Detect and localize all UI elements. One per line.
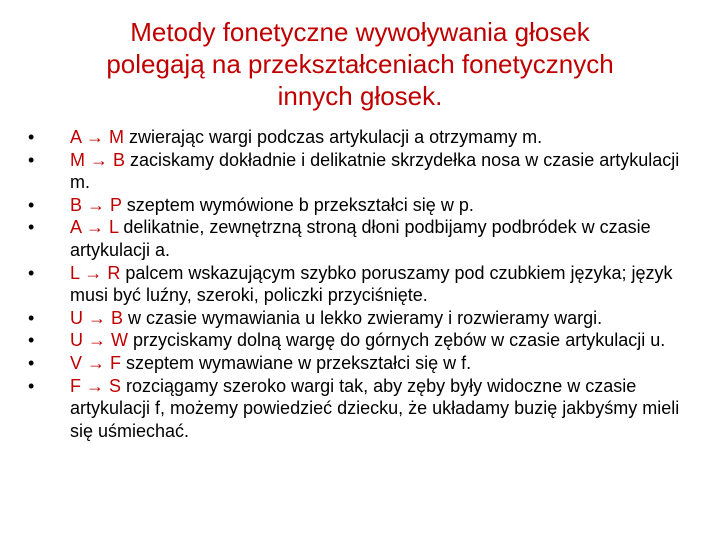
bullet-dot: • bbox=[28, 194, 35, 215]
bullet-text: przyciskamy dolną wargę do górnych zębów w czasie artykulacji u. bbox=[128, 330, 666, 351]
bullet-text: rozciągamy szeroko wargi tak, aby zęby były widoczne w czasie artykulacji f, możemy powiedzieć dziecku, że układamy buzię jakbyśmy mieli się uśmiechać. bbox=[70, 375, 680, 441]
bullet-item bbox=[24, 216, 696, 261]
bullet-head: A → M bbox=[70, 127, 125, 147]
bullet-text: palcem wskazującym szybko poruszamy pod czubkiem języka; język musi być luźny, szeroki, policzki przyciśnięte. bbox=[70, 262, 673, 306]
bullet-text: delikatnie, zewnętrzną stroną dłoni podbijamy podbródek w czasie artykulacji a. bbox=[70, 217, 651, 260]
bullet-head: L → R bbox=[70, 262, 121, 283]
bullet-item bbox=[24, 262, 696, 307]
bullet-dot: • bbox=[28, 149, 35, 170]
bullet-text: szeptem wymawiane w przekształci się w f. bbox=[121, 352, 472, 373]
title-line-2: polegają na przekształceniach fonetycznych bbox=[106, 49, 614, 79]
bullet-item bbox=[24, 307, 696, 330]
bullet-dot: • bbox=[28, 127, 35, 147]
bullet-item bbox=[24, 194, 696, 217]
bullet-item bbox=[24, 329, 696, 352]
bullet-item bbox=[24, 375, 696, 443]
bullet-text: zwierając wargi podczas artykulacji a otrzymamy m. bbox=[124, 127, 543, 147]
bullet-head: B → P bbox=[70, 194, 122, 215]
bullet-head: U → B bbox=[70, 307, 124, 328]
bullet-dot: • bbox=[28, 375, 35, 396]
bullet-text: w czasie wymawiania u lekko zwieramy i rozwieramy wargi. bbox=[123, 307, 603, 328]
slide-title bbox=[40, 16, 680, 112]
bullet-head: V → F bbox=[70, 352, 122, 373]
bullet-dot: • bbox=[28, 330, 35, 351]
bullet-dot: • bbox=[28, 352, 35, 373]
bullet-dot: • bbox=[28, 217, 35, 238]
title-line-3: innych głosek. bbox=[277, 81, 443, 111]
bullet-dot: • bbox=[28, 307, 35, 328]
bullet-item bbox=[24, 149, 696, 194]
title-line-1: Metody fonetyczne wywoływania głosek bbox=[130, 17, 590, 47]
bullet-head: U → W bbox=[70, 330, 128, 351]
bullet-dot: • bbox=[28, 262, 35, 283]
bullet-list bbox=[24, 126, 696, 442]
bullet-item bbox=[24, 126, 696, 149]
bullet-item bbox=[24, 352, 696, 375]
bullet-text: szeptem wymówione b przekształci się w p. bbox=[121, 194, 474, 215]
bullet-head: M → B bbox=[70, 149, 126, 170]
bullet-text: zaciskamy dokładnie i delikatnie skrzydełka nosa w czasie artykulacji m. bbox=[70, 149, 680, 193]
bullet-head: A → L bbox=[70, 217, 119, 238]
bullet-head: F → S bbox=[70, 375, 122, 396]
